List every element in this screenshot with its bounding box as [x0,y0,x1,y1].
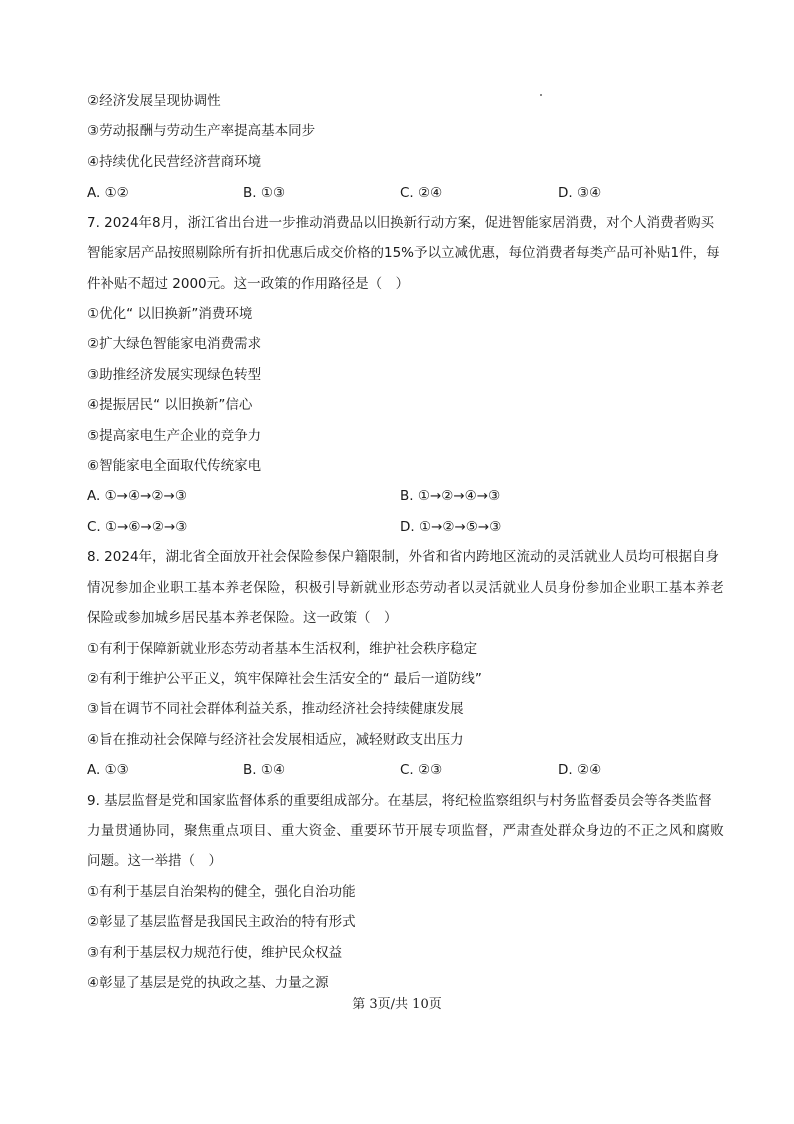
q8-stem-line-1: 8. 2024年，湖北省全面放开社会保险参保户籍限制，外省和省内跨地区流动的灵活就业人员均可根据自身 [87,549,720,565]
q6-item-2: ②经济发展呈现协调性 [87,93,221,109]
q8-item-3: ③旨在调节不同社会群体利益关系，推动经济社会持续健康发展 [87,701,464,717]
page-footer: 第 3页/共 10页 [352,997,442,1012]
q8-stem-line-2: 情况参加企业职工基本养老保险，积极引导新就业形态劳动者以灵活就业人员身份参加企业职工基本养老 [87,580,725,596]
q7-stem-line-1: 7. 2024年8月，浙江省出台进一步推动消费品以旧换新行动方案，促进智能家居消费，对个人消费者购买 [87,215,715,231]
q9-item-3: ③有利于基层权力规范行使，维护民众权益 [87,945,343,961]
q6-option-b: B. ①③ [243,185,286,201]
q8-item-2: ②有利于维护公平正义，筑牢保障社会生活安全的“ 最后一道防线” [87,671,482,687]
q7-option-c: C. ①→⑥→②→③ [87,519,188,535]
q6-option-c: C. ②④ [400,185,443,201]
q7-item-6: ⑥智能家电全面取代传统家电 [87,458,262,474]
q8-stem-line-3: 保险或参加城乡居民基本养老保险。这一政策（ ） [87,610,398,626]
q7-stem-line-3: 件补贴不超过 2000元。这一政策的作用路径是（ ） [87,276,410,292]
q8-item-1: ①有利于保障新就业形态劳动者基本生活权利，维护社会秩序稳定 [87,641,478,657]
scan-speck [540,94,542,96]
q8-option-a: A. ①③ [87,762,129,778]
q9-item-4: ④彰显了基层是党的执政之基、力量之源 [87,975,329,991]
q7-item-1: ①优化“ 以旧换新”消费环境 [87,306,253,322]
q7-item-4: ④提振居民“ 以旧换新”信心 [87,397,253,413]
q7-item-2: ②扩大绿色智能家电消费需求 [87,336,262,352]
q7-item-5: ⑤提高家电生产企业的竞争力 [87,428,262,444]
q7-stem-line-2: 智能家居产品按照剔除所有折扣优惠后成交价格的15%予以立减优惠，每位消费者每类产品可补贴1件，每 [87,245,720,261]
q7-item-3: ③助推经济发展实现绿色转型 [87,367,262,383]
q6-item-3: ③劳动报酬与劳动生产率提高基本同步 [87,123,316,139]
q9-stem-line-2: 力量贯通协同，聚焦重点项目、重大资金、重要环节开展专项监督，严肃查处群众身边的不正之风和腐败 [87,823,725,839]
q8-item-4: ④旨在推动社会保障与经济社会发展相适应，减轻财政支出压力 [87,732,464,748]
q8-option-c: C. ②③ [400,762,443,778]
q6-option-d: D. ③④ [558,185,602,201]
q7-option-d: D. ①→②→⑤→③ [400,519,502,535]
q9-stem-line-3: 问题。这一举措（ ） [87,853,222,869]
q8-option-d: D. ②④ [558,762,602,778]
q9-stem-line-1: 9. 基层监督是党和国家监督体系的重要组成部分。在基层，将纪检监察组织与村务监督委员会等各类监督 [87,793,712,809]
q6-option-a: A. ①② [87,185,129,201]
q6-item-4: ④持续优化民营经济营商环境 [87,154,262,170]
q7-option-a: A. ①→④→②→③ [87,488,187,504]
q9-item-1: ①有利于基层自治架构的健全，强化自治功能 [87,884,356,900]
q7-option-b: B. ①→②→④→③ [400,488,501,504]
q8-option-b: B. ①④ [243,762,286,778]
q9-item-2: ②彰显了基层监督是我国民主政治的特有形式 [87,914,356,930]
